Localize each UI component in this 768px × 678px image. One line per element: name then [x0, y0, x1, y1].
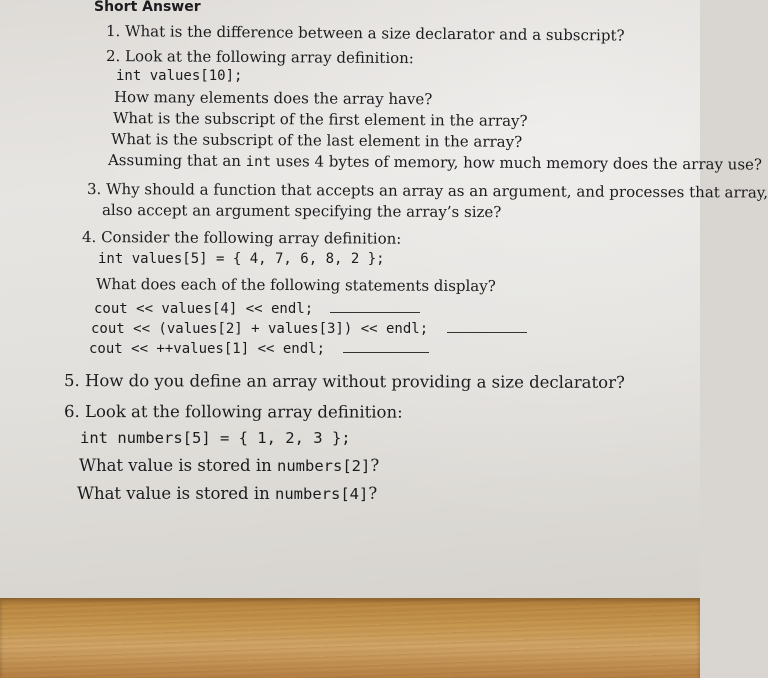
sub-question-text: ?	[370, 456, 380, 475]
code-line	[80, 429, 351, 447]
sub-question-text: uses 4 bytes of memory, how much memory does the array use?	[270, 152, 763, 174]
inline-code: int	[245, 153, 272, 171]
question-5	[64, 372, 625, 392]
question-number: 3.	[86, 180, 102, 199]
question-text: Look at the following array definition:	[125, 47, 414, 68]
wooden-table-surface	[0, 598, 700, 678]
question-text: What is the difference between a size declarator and a subscript?	[125, 22, 625, 45]
question-number: 4.	[81, 228, 97, 247]
question-3	[87, 180, 768, 202]
sub-question	[79, 457, 379, 475]
question-number: 2.	[105, 47, 121, 66]
inline-code: int numbers[5] = { 1, 2, 3 };	[80, 429, 351, 447]
sub-question-text: What value is stored in	[79, 456, 277, 475]
statement-3	[89, 340, 429, 358]
sub-question-text: ?	[368, 484, 378, 503]
question-text: How do you define an array without providing a size declarator?	[84, 371, 625, 392]
section-heading: Short Answer	[94, 0, 201, 15]
sub-question-text: What value is stored in	[77, 484, 275, 503]
question-number: 6.	[63, 402, 80, 422]
question-6	[64, 403, 403, 422]
sub-question	[108, 151, 762, 175]
sub-question: What is the subscript of the last element in the array?	[110, 130, 523, 151]
sub-question-text: Assuming that an	[107, 151, 246, 170]
inline-code: numbers[2]	[277, 457, 371, 475]
question-number: 5.	[63, 371, 80, 391]
question-1	[106, 22, 625, 45]
code-line: int values[5] = { 4, 7, 6, 8, 2 };	[98, 251, 385, 267]
code-statement: cout << ++values[1] << endl;	[89, 341, 326, 357]
question-text: Look at the following array definition:	[84, 402, 403, 422]
question-3-continued: also accept an argument specifying the array’s size?	[101, 201, 502, 222]
sub-question	[77, 485, 377, 503]
answer-blank	[330, 300, 420, 313]
question-text: Consider the following array definition:	[101, 228, 402, 248]
sub-question: How many elements does the array have?	[113, 88, 433, 109]
code-line: int values[10];	[116, 68, 243, 84]
sub-question: What is the subscript of the first element in the array?	[112, 109, 528, 130]
answer-blank	[343, 340, 429, 353]
code-statement: cout << (values[2] + values[3]) << endl;	[91, 321, 429, 337]
statement-2	[91, 320, 527, 338]
question-text: Why should a function that accepts an array as an argument, and processes that array,	[106, 180, 768, 202]
statement-1	[94, 300, 420, 318]
inline-code: numbers[4]	[275, 485, 369, 503]
question-4	[82, 228, 401, 248]
question-number: 1.	[105, 22, 121, 41]
answer-blank	[447, 320, 527, 333]
sub-question: What does each of the following statements display?	[95, 275, 496, 296]
question-2	[106, 47, 414, 67]
code-statement: cout << values[4] << endl;	[94, 301, 314, 317]
